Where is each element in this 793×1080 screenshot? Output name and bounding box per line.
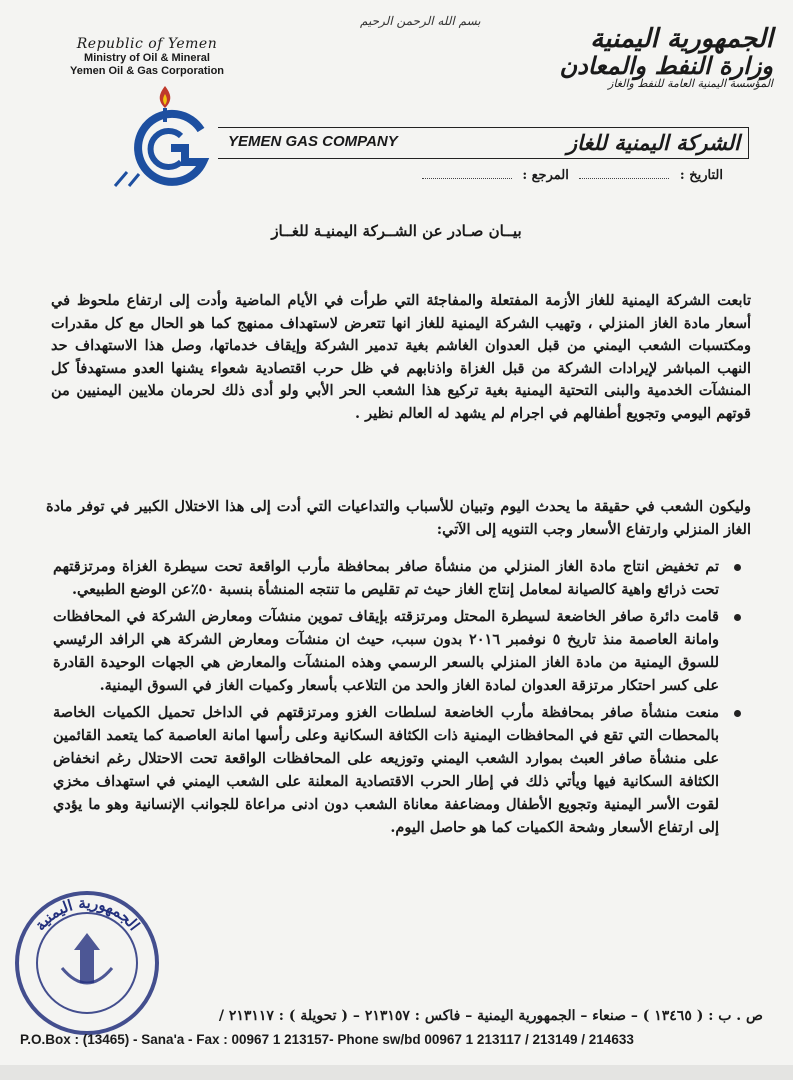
en-republic: Republic of Yemen (76, 36, 218, 52)
date-ref-line (416, 168, 723, 183)
bullet-text: تم تخفيض انتاج مادة الغاز المنزلي من منشأة صافر بمحافظة مأرب الواقعة تحت سيطرة الغزاة ومرتزقتهم تحت ذرائع واهية كالصيانة لمعامل إنتاج الغاز حيث تم تقليص ما تنتجه المنشأة بنسبة ٥٠٪عن الوضع الطبيعي. (53, 558, 719, 598)
company-name-ar: الشركة اليمنية للغاز (566, 130, 740, 155)
bullet-dot-icon (734, 614, 741, 621)
bullet-dot-icon (734, 710, 741, 717)
paragraph-intro: تابعت الشركة اليمنية للغاز الأزمة المفتعلة والمفاجئة التي طرأت في الأيام الماضية وأدت إلى ارتفاع ملحوظ في أسعار مادة الغاز المنزلي ، وتهيب الشركة اليمنية للغاز انها تتعرض لاستهداف ممنهج كما هو الحال مع كل مقدرات ومكتسبات الشعب اليمني من قبل العدوان الغاشم بغية تدمير الشركة وإيقاف خدماتها، وصل هذا الاستهداف حد النهب المباشر لإيرادات الشركة من قبل الغزاة واذنابهم في ظل حرب اقتصادية شعواء يشنها العدو مستهدفاً كل المنشآت الخدمية والبنى التحتية اليمنية بغية تركيع هذا الشعب الحر الأبي ولو أدى ذلك لحرمان ملايين اليمنيين من قوتهم اليومي وتجويع أطفالهم في اجرام لم يشهد له العالم نظير . (51, 292, 751, 422)
ref-label: المرجع : (522, 168, 569, 183)
english-letterhead (62, 36, 232, 77)
stamp-text: الجمهورية اليمنية (30, 893, 144, 934)
statement-title: بيــان صـادر عن الشــركة اليمنيـة للغــاز (271, 222, 522, 240)
en-corporation: Yemen Oil & Gas Corporation (69, 64, 225, 77)
footer-address-ar: ص . ب : ( ١٣٤٦٥ ) – صنعاء – الجمهورية اليمنية – فاكس : ٢١٣١٥٧ – ( تحويلة ) : ٢١٣١١٧ / (218, 1008, 763, 1024)
bullet-item (53, 701, 743, 839)
bullet-list (53, 555, 743, 843)
company-banner (218, 127, 749, 159)
ar-corporation: المؤسسة اليمنية العامة للنفط والغاز (608, 77, 773, 91)
date-label: التاريخ : (679, 168, 723, 183)
footer-address-en: P.O.Box : (13465) - Sana'a - Fax : 00967 1 213157- Phone sw/bd 00967 1 213117 / 213149 / 214633 (20, 1032, 634, 1047)
bullet-item (53, 605, 743, 697)
en-ministry: Ministry of Oil & Mineral (84, 52, 210, 65)
arabic-letterhead (523, 26, 773, 90)
date-blank (579, 178, 669, 179)
bullet-item (53, 555, 743, 601)
page-edge (0, 1065, 793, 1080)
yemen-gas-logo (105, 82, 225, 187)
ar-ministry: وزارة النفط والمعادن (559, 51, 773, 81)
ref-blank (422, 178, 512, 179)
bullet-dot-icon (734, 564, 741, 571)
bullet-text: قامت دائرة صافر الخاضعة لسيطرة المحتل ومرتزقته بإيقاف تموين منشآت ومعارض الشركة في المحافظات وامانة العاصمة منذ تاريخ ٥ نوفمبر ٢٠١٦ بدون سبب، حيث ان منشآت ومعارض الشركة هي الرافد الرئيسي للسوق اليمنية من مادة الغاز المنزلي بالسعر الرسمي وهذه المنشآت والمعارض هي الجهات الوحيدة القادرة على كسر احتكار مرتزقة العدوان لمادة الغاز والحد من التلاعب بأسعار وكميات الغاز في السوق اليمنية. (53, 608, 719, 694)
official-stamp (12, 888, 162, 1038)
bismillah: بسم الله الرحمن الرحيم (360, 14, 481, 28)
company-name-en: YEMEN GAS COMPANY (228, 133, 398, 150)
ar-republic: الجمهورية اليمنية (590, 24, 773, 54)
paragraph-notice: وليكون الشعب في حقيقة ما يحدث اليوم وتبيان للأسباب والتداعيات التي أدت إلى هذا الاختلال الكبير في توفر مادة الغاز المنزلي وارتفاع الأسعار وجب التنويه إلى الآتي: (46, 498, 751, 538)
bullet-text: منعت منشأة صافر بمحافظة مأرب الخاضعة لسلطات الغزو ومرتزقتهم في الداخل تحميل الكميات الخاصة بالمحطات التي تقع في المحافظات اليمنية ذات الكثافة السكانية وعلى رأسها امانة العاصمة كما يتعمد القائمين على منشأة صافر العبث بموارد الشعب اليمني وتوزيعه على المحافظات الواقعة تحت الاحتلال رغم انخفاض الكثافة السكانية فيها ويأتي ذلك في إطار الحرب الاقتصادية المعلنة على الشعب اليمني في استهداف مخزي لقوت الأسر اليمنية وتجويع الأطفال ومضاعفة معاناة الشعب دون ادنى مراعاة للجوانب الإنسانية وهو ما يؤدي إلى ارتفاع الأسعار وشحة الكميات كما هو حاصل اليوم. (53, 704, 719, 836)
